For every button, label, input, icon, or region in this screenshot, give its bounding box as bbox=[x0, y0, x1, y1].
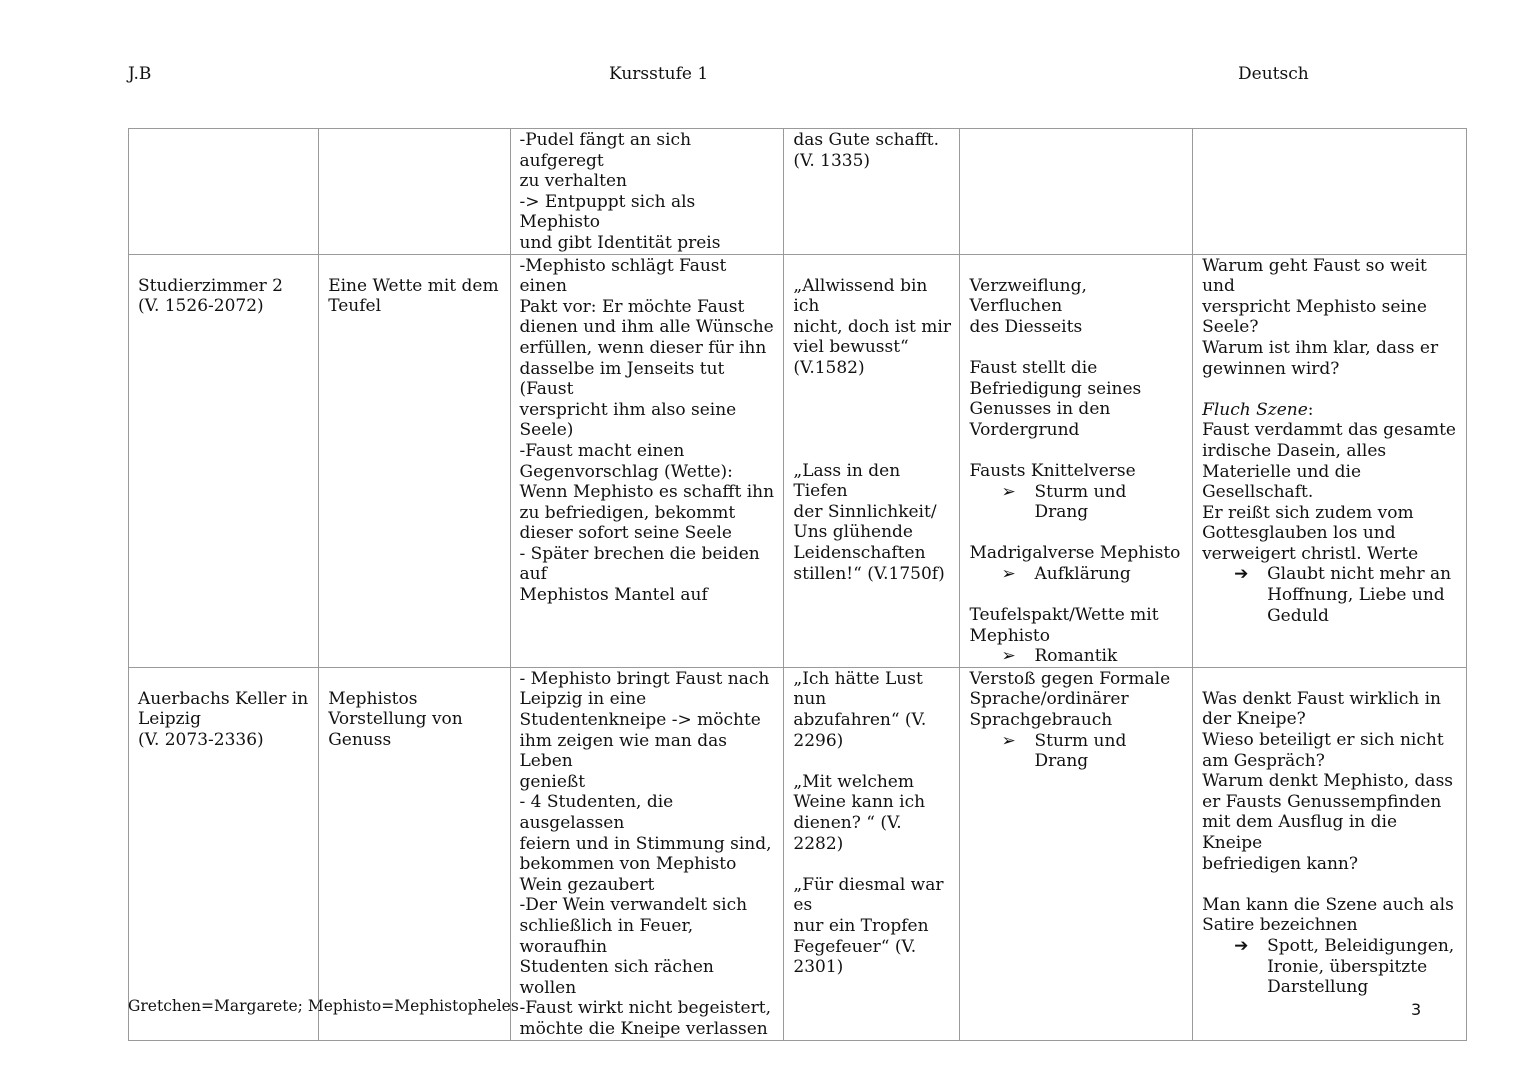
bullet-item: ➢ Romantik bbox=[1001, 646, 1118, 667]
arrow-bullet-icon: ➔ bbox=[1234, 935, 1249, 956]
content-cell: -Mephisto schlägt Faust einen Pakt vor: Er möchte Faust dienen und ihm alle Wünsche erfüllen, wenn dieser für ihn dasselbe im Jenseits tut (Faust verspricht ihm also seine Seele) -Faust macht einen Gegenvorschlag (Wette): Wenn Mephisto es schafft ihn zu befriedigen, bekommt dieser sofort seine Seele - Später brechen die beiden auf Mephistos Mantel auf bbox=[510, 254, 784, 667]
scene-cell bbox=[129, 129, 319, 255]
content-cell: - Mephisto bringt Faust nach Leipzig in eine Studentenkneipe -> möchte ihm zeigen wie man das Leben genießt - 4 Studenten, die ausgelassen feiern und in Stimmung sind, bekommen von Mephisto Wein gezaubert -Der Wein verwandelt sich schließlich in Feuer, woraufhin Studenten sich rächen wollen -Faust wirkt nicht begeistert, möchte die Kneipe verlassen bbox=[510, 667, 784, 1040]
table-row bbox=[129, 667, 1467, 1040]
arrowhead-bullet-icon: ➢ bbox=[1001, 730, 1016, 751]
arrowhead-bullet-icon: ➢ bbox=[1001, 646, 1016, 667]
bullet-item: ➢ Aufklärung bbox=[1001, 563, 1131, 584]
header-course: Kursstufe 1 bbox=[609, 64, 709, 84]
table-row bbox=[129, 254, 1467, 667]
faust-scene-table bbox=[128, 128, 1467, 1041]
scene-cell: Studierzimmer 2 (V. 1526-2072) bbox=[129, 254, 319, 667]
arrowhead-bullet-icon: ➢ bbox=[1001, 481, 1016, 502]
scene-cell: Auerbachs Keller in Leipzig (V. 2073-2336) bbox=[129, 667, 319, 1040]
title-cell: Eine Wette mit dem Teufel bbox=[319, 254, 510, 667]
questions-cell bbox=[1193, 129, 1467, 255]
arrow-bullet-icon: ➔ bbox=[1234, 564, 1249, 585]
quote-cell: „Allwissend bin ich nicht, doch ist mir viel bewusst“ (V.1582) „Lass in den Tiefen der Sinnlichkeit/ Uns glühende Leidenschaften stillen!“ (V.1750f) bbox=[784, 254, 960, 667]
bullet-item: ➢ Sturm und Drang bbox=[1001, 481, 1127, 523]
table-row bbox=[129, 129, 1467, 255]
title-cell bbox=[319, 129, 510, 255]
header-author: J.B bbox=[128, 64, 152, 84]
bullet-item: ➔ Spott, Beleidigungen, Ironie, überspitzte Darstellung bbox=[1234, 935, 1455, 998]
analysis-cell: Verzweiflung, Verfluchen des Diesseits Faust stellt die Befriedigung seines Genusses in den Vordergrund Fausts Knittelverse ➢ Sturm und Drang Madrigalverse Mephisto ➢ Aufklärung Teufelspakt/Wette mit Mephisto ➢ Romantik bbox=[960, 254, 1193, 667]
analysis-cell: Verstoß gegen Formale Sprache/ordinärer Sprachgebrauch ➢ Sturm und Drang bbox=[960, 667, 1193, 1040]
header-subject: Deutsch bbox=[1238, 64, 1309, 84]
scene-name-italic: Fluch Szene bbox=[1202, 399, 1308, 420]
footer-note: Gretchen=Margarete; Mephisto=Mephistopheles bbox=[128, 997, 519, 1015]
questions-cell: Was denkt Faust wirklich in der Kneipe? Wieso beteiligt er sich nicht am Gespräch? Warum denkt Mephisto, dass er Fausts Genussempfinden mit dem Ausflug in die Kneipe befriedigen kann? Man kann die Szene auch als Satire bezeichnen ➔ Spott, Beleidigungen, Ironie, überspitzte Darstellung bbox=[1193, 667, 1467, 1040]
bullet-item: ➢ Sturm und Drang bbox=[1001, 730, 1127, 772]
arrowhead-bullet-icon: ➢ bbox=[1001, 563, 1016, 584]
questions-cell: Warum geht Faust so weit und verspricht Mephisto seine Seele? Warum ist ihm klar, dass er gewinnen wird? Fluch Szene: Faust verdammt das gesamte irdische Dasein, alles Materielle und die Gesellschaft. Er reißt sich zudem vom Gottesglauben los und verweigert christl. Werte ➔ Glaubt nicht mehr an Hoffnung, Liebe und Geduld bbox=[1193, 254, 1467, 667]
content-cell: -Pudel fängt an sich aufgeregt zu verhalten -> Entpuppt sich als Mephisto und gibt Identität preis bbox=[510, 129, 784, 255]
title-cell: Mephistos Vorstellung von Genuss bbox=[319, 667, 510, 1040]
quote-cell: „Ich hätte Lust nun abzufahren“ (V. 2296) „Mit welchem Weine kann ich dienen? “ (V. 2282) „Für diesmal war es nur ein Tropfen Fegefeuer“ (V. 2301) bbox=[784, 667, 960, 1040]
bullet-item: ➔ Glaubt nicht mehr an Hoffnung, Liebe und Geduld bbox=[1234, 564, 1452, 626]
analysis-cell bbox=[960, 129, 1193, 255]
quote-cell: das Gute schafft. (V. 1335) bbox=[784, 129, 960, 255]
page-number: 3 bbox=[1411, 1000, 1422, 1019]
